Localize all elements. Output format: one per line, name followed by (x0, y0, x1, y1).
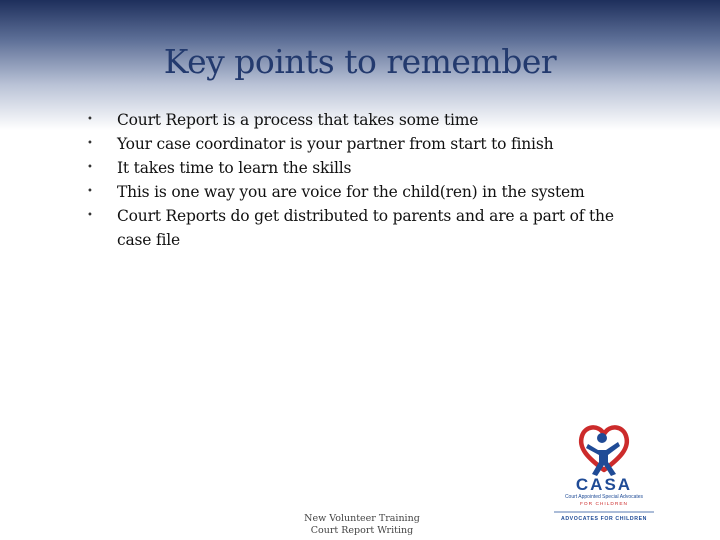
bullet-dot-icon: • (87, 162, 93, 173)
bullet-item (87, 132, 647, 156)
bullet-text: It takes time to learn the skills (117, 159, 352, 177)
slide-footer (262, 513, 462, 537)
bullet-text: Your case coordinator is your partner from start to finish (117, 135, 554, 153)
bullet-item (87, 156, 647, 180)
casa-logo-tagline: ADVOCATES FOR CHILDREN (560, 516, 648, 522)
bullet-item (87, 108, 647, 132)
footer-line-1: New Volunteer Training (304, 513, 420, 524)
casa-logo (548, 418, 660, 526)
bullet-text: Court Reports do get distributed to parents and are a part of the case file (117, 207, 614, 249)
bullet-dot-icon: • (87, 210, 93, 221)
bullet-text: This is one way you are voice for the child(ren) in the system (117, 183, 585, 201)
bullet-item (87, 204, 647, 252)
footer-line-2: Court Report Writing (310, 525, 414, 536)
casa-logo-subtitle-2: FOR CHILDREN (580, 502, 628, 507)
bullet-dot-icon: • (87, 138, 93, 149)
casa-logo-name: CASA (575, 475, 633, 494)
bullet-list (87, 108, 647, 252)
bullet-dot-icon: • (87, 114, 93, 125)
casa-logo-subtitle-1: Court Appointed Special Advocates (564, 494, 644, 500)
bullet-dot-icon: • (87, 186, 93, 197)
casa-logo-graphic (548, 418, 660, 526)
bullet-text: Court Report is a process that takes some time (117, 111, 479, 129)
slide-title: Key points to remember (163, 42, 557, 81)
bullet-item (87, 180, 647, 204)
